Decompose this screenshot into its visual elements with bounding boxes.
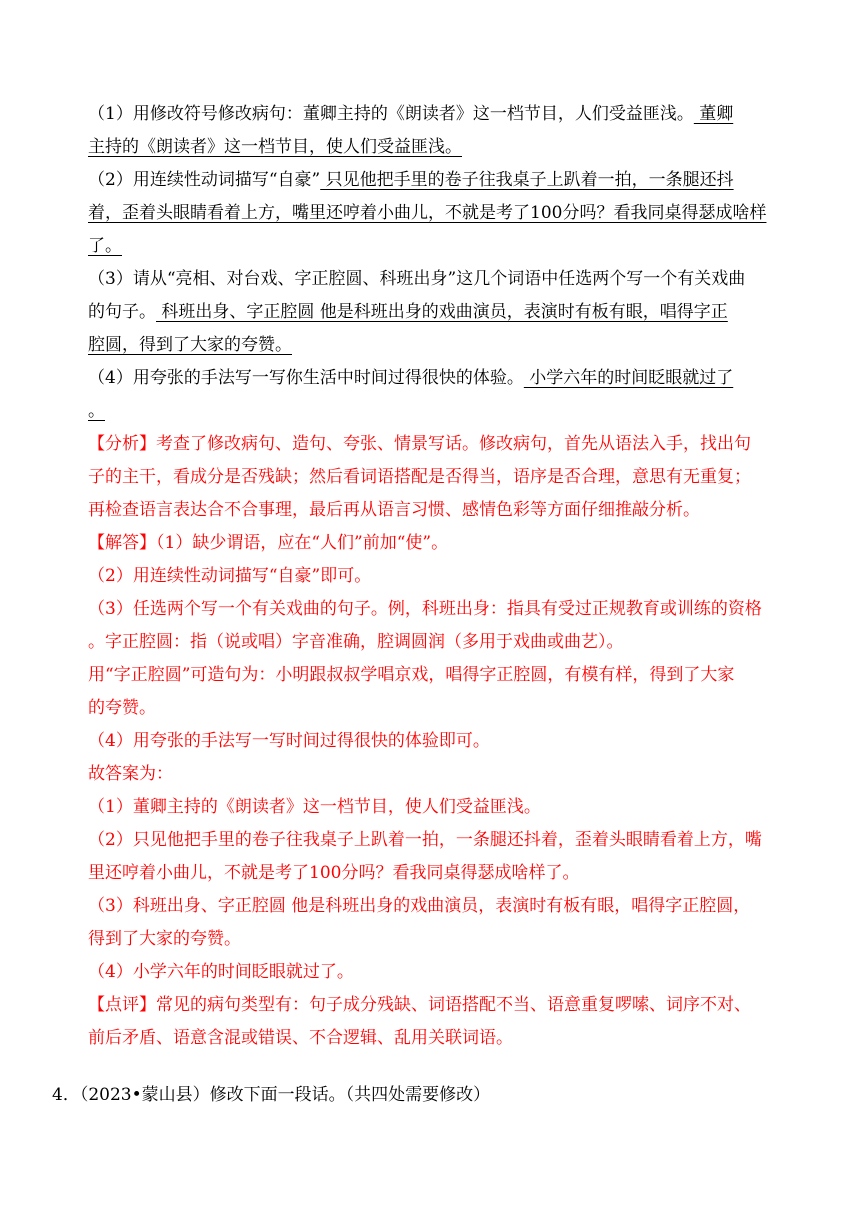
solution-line-1 — [88, 527, 788, 560]
solution-line-10: （2）只见他把手里的卷子往我桌子上趴着一拍，一条腿还抖着，歪着头眼睛看着上方，嘴 — [88, 830, 762, 850]
comment-text: 常见的病句类型有：句子成分残缺、词语搭配不当、语意重复啰嗦、词序不对、 — [156, 995, 751, 1015]
q4-answer-cont: 。 — [88, 401, 105, 421]
solution-line-2: （2）用连续性动词描写“自豪”即可。 — [88, 566, 372, 586]
solution-line-13: 得到了大家的夸赞。 — [88, 929, 241, 949]
q4-prompt: （4）用夸张的手法写一写你生活中时间过得很快的体验。 — [88, 368, 524, 388]
solution-line-9: （1）董卿主持的《朗读者》这一档节目，使人们受益匪浅。 — [88, 797, 541, 817]
solution-line-12: （3）科班出身、字正腔圆 他是科班出身的戏曲演员，表演时有板有眼，唱得字正腔圆， — [88, 896, 751, 916]
question-4-heading: 4．（2023•蒙山县）修改下面一段话。（共四处需要修改） — [52, 1085, 491, 1105]
q1-line-2 — [88, 131, 788, 164]
q2-line-2 — [88, 197, 788, 230]
q2-line-3 — [88, 230, 788, 263]
q2-answer-cont: 着，歪着头眼睛看着上方，嘴里还哼着小曲儿，不就是考了100分吗？看我同桌得瑟成啥样 — [88, 203, 767, 223]
solution-line-4: 。字正腔圆：指（说或唱）字音准确，腔调圆润（多用于戏曲或曲艺）。 — [88, 632, 624, 652]
analysis-tag: 【分析】 — [88, 434, 156, 454]
q4-answer: 小学六年的时间眨眼就过了 — [523, 368, 734, 388]
q1-prompt: （1）用修改符号修改病句：董卿主持的《朗读者》这一档节目，人们受益匪浅。 — [88, 104, 694, 124]
analysis-line-3: 再检查语言表达合不合事理，最后再从语言习惯、感情色彩等方面仔细推敲分析。 — [88, 500, 700, 520]
q2-answer-end: 了。 — [88, 236, 122, 256]
analysis-text: 考查了修改病句、造句、夸张、情景写话。修改病句，首先从语法入手，找出句 — [156, 434, 751, 454]
solution-line-7: （4）用夸张的手法写一写时间过得很快的体验即可。 — [88, 731, 490, 751]
q2-line-1 — [88, 164, 788, 197]
q3-prompt: 的句子。 — [88, 302, 156, 322]
solution-line-3: （3）任选两个写一个有关戏曲的句子。例，科班出身：指具有受过正规教育或训练的资格 — [88, 599, 762, 619]
solution-text: （1）缺少谓语，应在“人们”前加“使”。 — [156, 533, 449, 553]
q2-prompt: （2）用连续性动词描写“自豪” — [88, 170, 321, 190]
solution-line-11: 里还哼着小曲儿，不就是考了100分吗？看我同桌得瑟成啥样了。 — [88, 863, 580, 883]
q4-line-2 — [88, 395, 788, 428]
q4-line-1 — [88, 362, 788, 395]
q1-answer-cont: 主持的《朗读者》这一档节目，使人们受益匪浅。 — [88, 137, 462, 157]
q3-line-2 — [88, 296, 788, 329]
comment-line-1 — [88, 989, 788, 1022]
solution-tag: 【解答】 — [88, 533, 156, 553]
q1-answer: 董卿 — [693, 104, 734, 124]
q3-answer: 科班出身、字正腔圆 他是科班出身的戏曲演员，表演时有板有眼，唱得字正 — [156, 302, 728, 322]
analysis-line-2: 子的主干，看成分是否残缺；然后看词语搭配是否得当，语序是否合理，意思有无重复； — [88, 467, 751, 487]
comment-tag: 【点评】 — [88, 995, 156, 1015]
comment-line-2: 前后矛盾、语意含混或错误、不合逻辑、乱用关联词语。 — [88, 1028, 513, 1048]
q3-line-1: （3）请从“亮相、对台戏、字正腔圆、科班出身”这几个词语中任选两个写一个有关戏曲 — [88, 269, 746, 289]
solution-line-6: 的夸赞。 — [88, 698, 156, 718]
q2-answer: 只见他把手里的卷子往我桌子上趴着一拍，一条腿还抖 — [320, 170, 734, 190]
document-content — [88, 98, 788, 1055]
q3-line-3 — [88, 329, 788, 362]
solution-line-5: 用“字正腔圆”可造句为：小明跟叔叔学唱京戏，唱得字正腔圆，有模有样，得到了大家 — [88, 665, 735, 685]
q1-line-1 — [88, 98, 788, 131]
q3-answer-cont: 腔圆，得到了大家的夸赞。 — [88, 335, 292, 355]
analysis-line-1 — [88, 428, 788, 461]
solution-line-14: （4）小学六年的时间眨眼就过了。 — [88, 962, 354, 982]
solution-line-8: 故答案为： — [88, 764, 173, 784]
